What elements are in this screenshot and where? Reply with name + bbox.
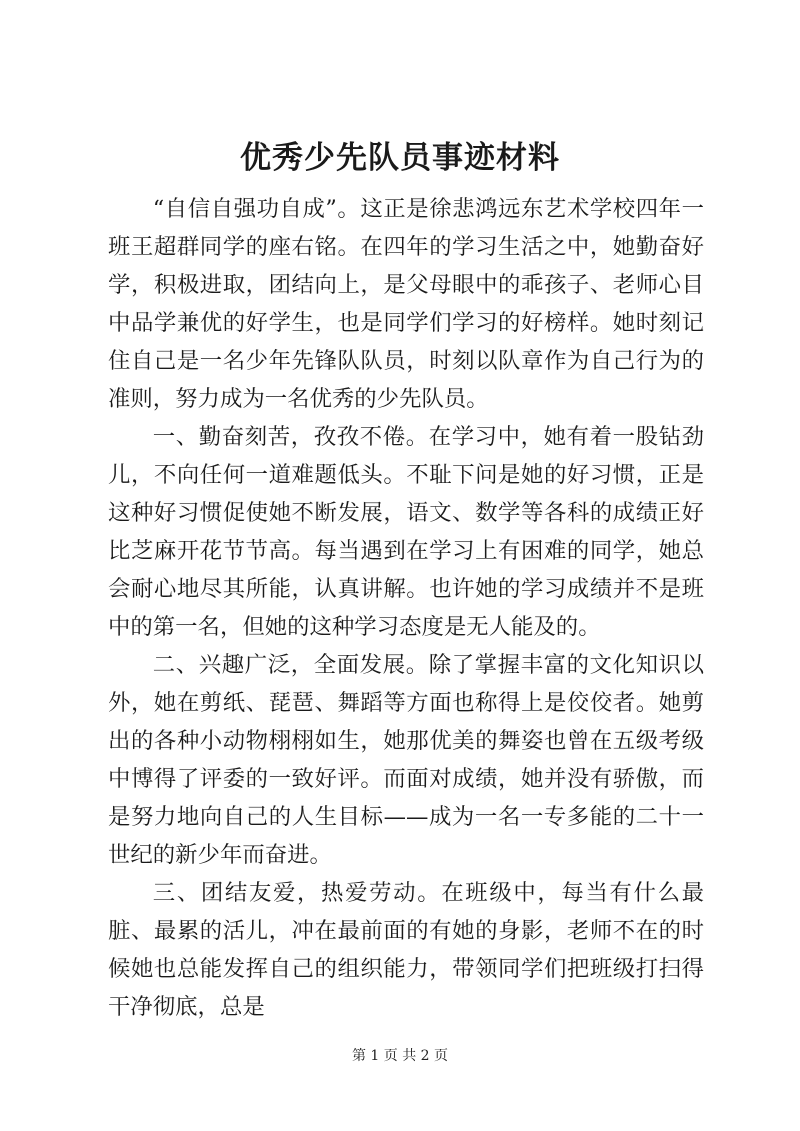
document-body (108, 190, 704, 1026)
page-number-footer: 第 1 页 共 2 页 (351, 1048, 449, 1064)
paragraph-diligence: 一、勤奋刻苦，孜孜不倦。在学习中，她有着一股钻劲儿，不向任何一道难题低头。不耻下问是她的好习惯，正是这种好习惯促使她不断发展，语文、数学等各科的成绩正好比芝麻开花节节高。每当遇到在学习上有困难的同学，她总会耐心地尽其所能，认真讲解。也许她的学习成绩并不是班中的第一名，但她的这种学习态度是无人能及的。 (108, 424, 704, 640)
document-title: 优秀少先队员事迹材料 (240, 140, 560, 176)
paragraph-intro: “自信自强功自成”。这正是徐悲鸿远东艺术学校四年一班王超群同学的座右铭。在四年的学习生活之中，她勤奋好学，积极进取，团结向上，是父母眼中的乖孩子、老师心目中品学兼优的好学生，也是同学们学习的好榜样。她时刻记住自己是一名少年先锋队队员，时刻以队章作为自己行为的准则，努力成为一名优秀的少先队员。 (108, 196, 704, 412)
paragraph-interests: 二、兴趣广泛，全面发展。除了掌握丰富的文化知识以外，她在剪纸、琵琶、舞蹈等方面也称得上是佼佼者。她剪出的各种小动物栩栩如生，她那优美的舞姿也曾在五级考级中博得了评委的一致好评。而面对成绩，她并没有骄傲，而是努力地向自己的人生目标——成为一名一专多能的二十一世纪的新少年而奋进。 (108, 652, 704, 868)
paragraph-unity: 三、团结友爱，热爱劳动。在班级中，每当有什么最脏、最累的活儿，冲在最前面的有她的身影，老师不在的时候她也总能发挥自己的组织能力，带领同学们把班级打扫得干净彻底，总是 (108, 880, 704, 1020)
